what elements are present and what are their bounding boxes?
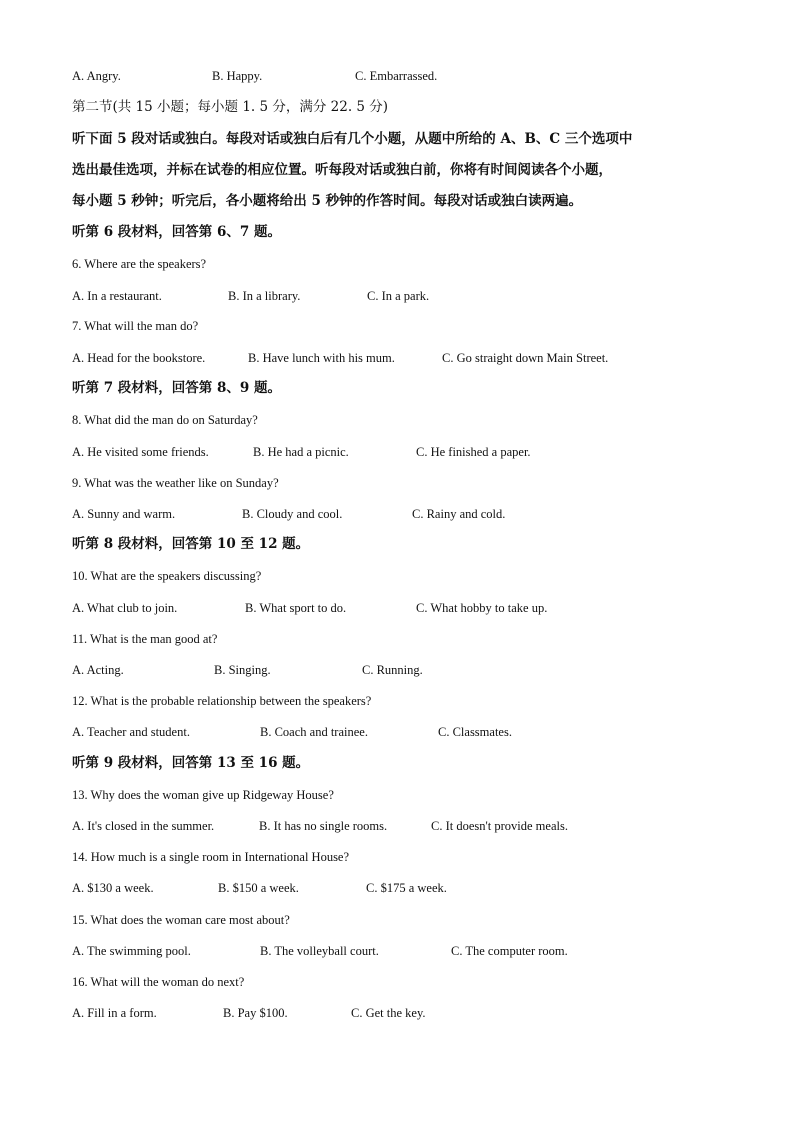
option-a: A. $130 a week. [72,881,154,895]
question: 9. What was the weather like on Sunday? [72,476,279,490]
option-a: A. Teacher and student. [72,725,190,739]
question: 16. What will the woman do next? [72,975,245,989]
option-a: A. Sunny and warm. [72,507,176,521]
question: 8. What did the man do on Saturday? [72,413,258,427]
question: 11. What is the man good at? [72,632,218,646]
option-a: A. Fill in a form. [72,1006,157,1020]
option-c: C. It doesn't provide meals. [431,819,568,833]
section-title: 第二节(共 15 小题；每小题 1. 5 分，满分 22. 5 分) [72,99,389,115]
group-heading: 听第 8 段材料，回答第 10 至 12 题。 [72,536,310,552]
option-c: C. What hobby to take up. [416,601,548,615]
option-a: A. Head for the bookstore. [72,351,206,365]
option-c: C. The computer room. [451,944,568,958]
option-b: B. It has no single rooms. [259,819,388,833]
option-c: C. Classmates. [438,725,512,739]
option-b: B. Happy. [212,69,263,83]
question: 13. Why does the woman give up Ridgeway House? [72,788,334,802]
option-a: A. In a restaurant. [72,289,162,303]
option-c: C. In a park. [367,289,430,303]
option-a: A. He visited some friends. [72,445,209,459]
question: 12. What is the probable relationship between the speakers? [72,694,372,708]
option-b: B. What sport to do. [245,601,347,615]
option-b: B. He had a picnic. [253,445,349,459]
option-b: B. The volleyball court. [260,944,379,958]
group-heading: 听第 9 段材料，回答第 13 至 16 题。 [72,755,310,771]
question: 15. What does the woman care most about? [72,913,290,927]
question: 14. How much is a single room in International House? [72,850,350,864]
question: 10. What are the speakers discussing? [72,569,262,583]
option-b: B. In a library. [228,289,301,303]
option-b: B. Cloudy and cool. [242,507,343,521]
option-a: A. It's closed in the summer. [72,819,215,833]
option-c: C. Embarrassed. [355,69,438,83]
option-b: B. Coach and trainee. [260,725,368,739]
instructions-line-3: 每小题 5 秒钟；听完后，各小题将给出 5 秒钟的作答时间。每段对话或独白读两遍。 [72,193,583,209]
option-b: B. Pay $100. [223,1006,288,1020]
group-heading: 听第 6 段材料，回答第 6、7 题。 [72,224,281,240]
option-a: A. The swimming pool. [72,944,191,958]
instructions-line-2: 选出最佳选项，并标在试卷的相应位置。听每段对话或独白前，你将有时间阅读各个小题， [72,162,612,178]
option-b: B. $150 a week. [218,881,299,895]
option-a: A. Acting. [72,663,124,677]
question: 7. What will the man do? [72,319,199,333]
instructions-line-1: 听下面 5 段对话或独白。每段对话或独白后有几个小题，从题中所给的 A、B、C 三个选项中 [72,131,633,147]
option-c: C. Running. [362,663,423,677]
option-c: C. $175 a week. [366,881,447,895]
option-c: C. He finished a paper. [416,445,531,459]
option-b: B. Singing. [214,663,271,677]
question: 6. Where are the speakers? [72,257,207,271]
option-b: B. Have lunch with his mum. [248,351,395,365]
option-c: C. Rainy and cold. [412,507,506,521]
option-c: C. Go straight down Main Street. [442,351,609,365]
option-c: C. Get the key. [351,1006,426,1020]
group-heading: 听第 7 段材料，回答第 8、9 题。 [72,380,281,396]
option-a: A. What club to join. [72,601,178,615]
option-a: A. Angry. [72,69,121,83]
